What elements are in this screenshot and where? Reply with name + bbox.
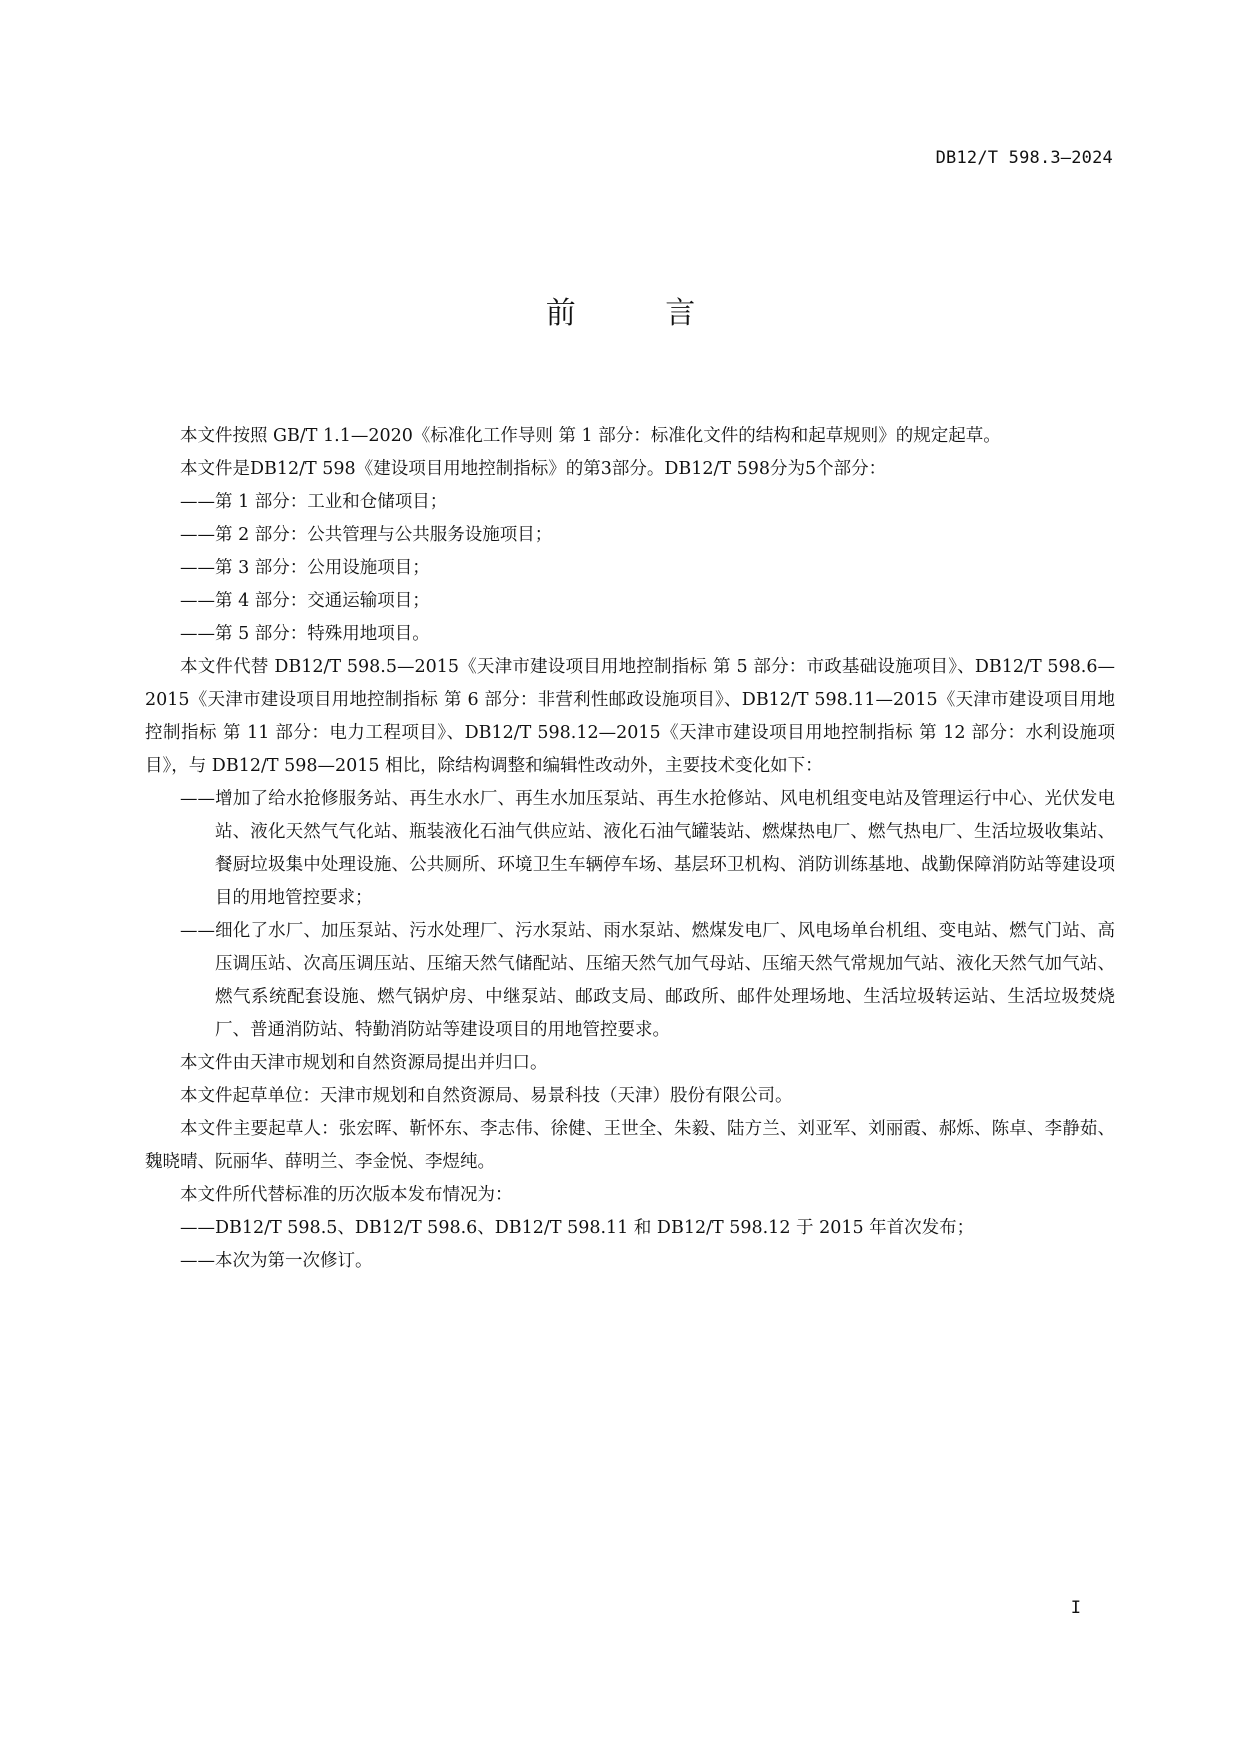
paragraph-replacement: 本文件代替 DB12/T 598.5—2015《天津市建设项目用地控制指标 第 5 部分：市政基础设施项目》、DB12/T 598.6—2015《天津市建设项目用地控制指标 第 6 部分：非营利性邮政设施项目》、DB12/T 598.11—2015《天津市建设项目用地控制指标 第 11 部分：电力工程项目》、DB12/T 598.12—2015《天津市建设项目用地控制指标 第 12 部分：水利设施项目》，与 DB12/T 598—2015 相比，除结构调整和编辑性改动外，主要技术变化如下： — [145, 657, 1115, 776]
page-title: 前 言 — [545, 296, 736, 331]
paragraph-drafting-units: 本文件起草单位：天津市规划和自然资源局、易景科技（天津）股份有限公司。 — [180, 1086, 793, 1106]
list-item-change-added: ——增加了给水抢修服务站、再生水水厂、再生水加压泵站、再生水抢修站、风电机组变电站及管理运行中心、光伏发电站、液化天然气气化站、瓶装液化石油气供应站、液化石油气罐装站、燃煤热电厂、燃气热电厂、生活垃圾收集站、餐厨垃圾集中处理设施、公共厕所、环境卫生车辆停车场、基层环卫机构、消防训练基地、战勤保障消防站等建设项目的用地管控要求； — [180, 789, 1115, 908]
document-code: DB12/T 598.3—2024 — [935, 148, 1113, 168]
list-item-part-5: ——第 5 部分：特殊用地项目。 — [180, 624, 430, 644]
paragraph-part-overview: 本文件是DB12/T 598《建设项目用地控制指标》的第3部分。DB12/T 598分为5个部分： — [180, 459, 887, 479]
list-item-history-revision: ——本次为第一次修订。 — [180, 1251, 373, 1271]
list-item-part-3: ——第 3 部分：公用设施项目； — [180, 558, 430, 578]
page-number: I — [1070, 1598, 1081, 1618]
paragraph-history-intro: 本文件所代替标准的历次版本发布情况为： — [180, 1185, 513, 1205]
list-item-part-1: ——第 1 部分：工业和仓储项目； — [180, 492, 448, 512]
paragraph-drafters: 本文件主要起草人：张宏晖、靳怀东、李志伟、徐健、王世全、朱毅、陆方兰、刘亚军、刘丽霞、郝烁、陈卓、李静茹、魏晓晴、阮丽华、薛明兰、李金悦、李煜纯。 — [145, 1119, 1115, 1172]
list-item-part-4: ——第 4 部分：交通运输项目； — [180, 591, 430, 611]
list-item-change-refined: ——细化了水厂、加压泵站、污水处理厂、污水泵站、雨水泵站、燃煤发电厂、风电场单台机组、变电站、燃气门站、高压调压站、次高压调压站、压缩天然气储配站、压缩天然气加气母站、压缩天然气常规加气站、液化天然气加气站、燃气系统配套设施、燃气锅炉房、中继泵站、邮政支局、邮政所、邮件处理场地、生活垃圾转运站、生活垃圾焚烧厂、普通消防站、特勤消防站等建设项目的用地管控要求。 — [180, 921, 1115, 1040]
paragraph-drafting-basis: 本文件按照 GB/T 1.1—2020《标准化工作导则 第 1 部分：标准化文件的结构和起草规则》的规定起草。 — [180, 426, 1001, 446]
list-item-part-2: ——第 2 部分：公共管理与公共服务设施项目； — [180, 525, 553, 545]
list-item-history-first: ——DB12/T 598.5、DB12/T 598.6、DB12/T 598.11 和 DB12/T 598.12 于 2015 年首次发布； — [180, 1218, 975, 1238]
paragraph-proposer: 本文件由天津市规划和自然资源局提出并归口。 — [180, 1053, 548, 1073]
foreword-body — [145, 420, 1115, 1278]
